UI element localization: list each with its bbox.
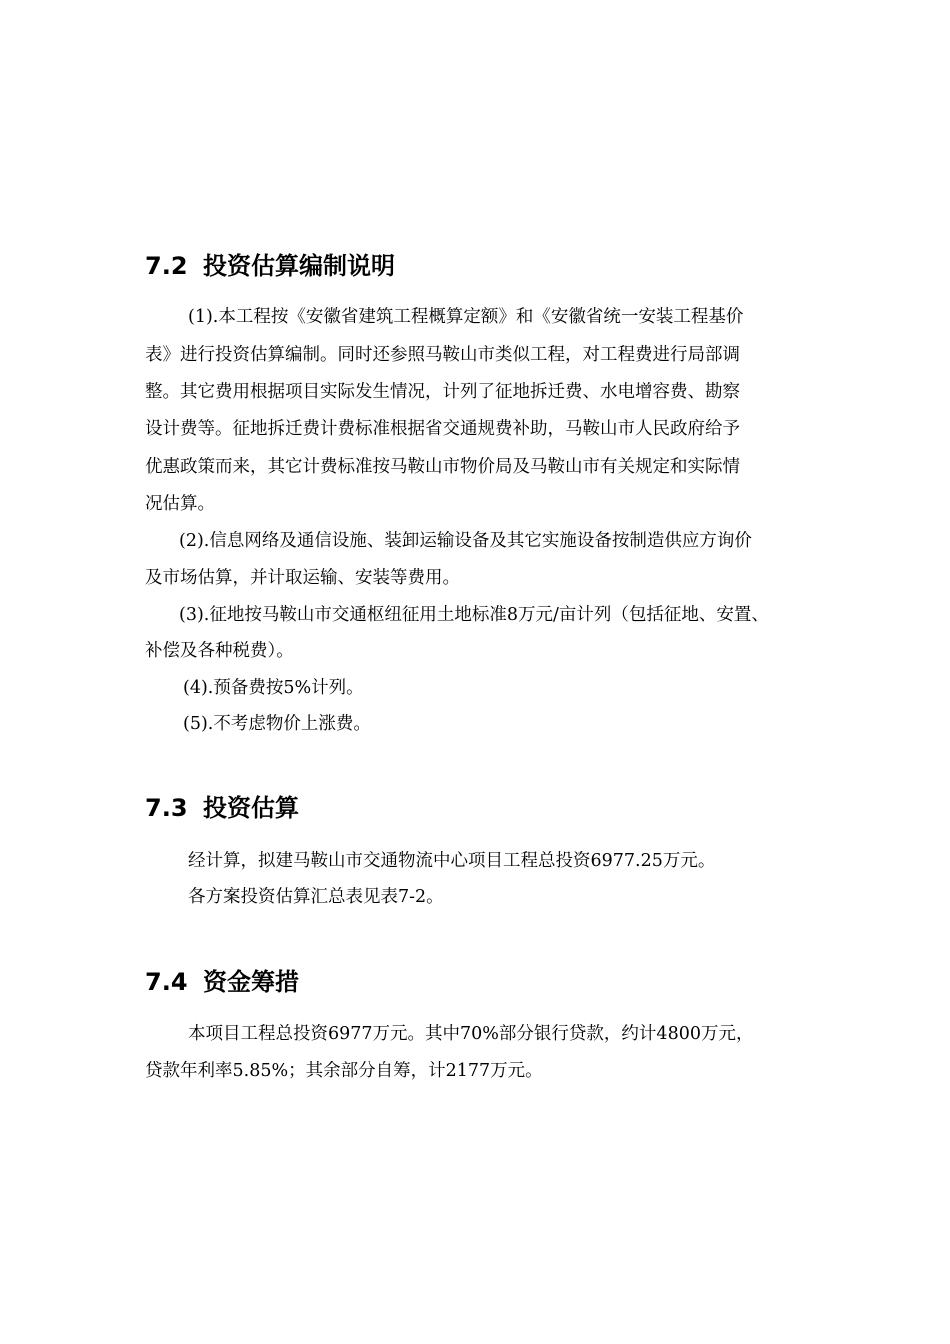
paragraph-line: 各方案投资估算汇总表见表7-2。 [188, 887, 444, 907]
section-title: 投资估算编制说明 [203, 252, 395, 280]
paragraph-line: (5).不考虑物价上涨费。 [183, 714, 371, 734]
paragraph-line: 及市场估算，并计取运输、安装等费用。 [145, 568, 460, 588]
paragraph-line: 整。其它费用根据项目实际发生情况，计列了征地拆迁费、水电增容费、勘察 [145, 382, 740, 402]
paragraph-line: 况估算。 [145, 494, 215, 514]
section-title: 资金筹措 [203, 968, 299, 996]
section-title: 投资估算 [203, 794, 299, 822]
paragraph-line: 设计费等。征地拆迁费计费标准根据省交通规费补助，马鞍山市人民政府给予 [145, 419, 740, 439]
section-heading-7-4 [145, 967, 299, 997]
paragraph-line: 优惠政策而来，其它计费标准按马鞍山市物价局及马鞍山市有关规定和实际情 [145, 457, 740, 477]
paragraph-line: (1).本工程按《安徽省建筑工程概算定额》和《安徽省统一安装工程基价 [188, 307, 744, 327]
paragraph-line: 经计算，拟建马鞍山市交通物流中心项目工程总投资6977.25万元。 [188, 851, 716, 871]
paragraph-line: (2).信息网络及通信设施、装卸运输设备及其它实施设备按制造供应方询价 [179, 531, 752, 551]
paragraph-line: (4).预备费按5%计列。 [183, 678, 364, 698]
paragraph-line: 表》进行投资估算编制。同时还参照马鞍山市类似工程，对工程费进行局部调 [145, 345, 740, 365]
section-heading-7-3 [145, 793, 299, 823]
section-number: 7.3 [145, 794, 188, 822]
paragraph-line: 补偿及各种税费）。 [145, 641, 294, 661]
paragraph-line: 本项目工程总投资6977万元。其中70%部分银行贷款，约计4800万元， [188, 1024, 754, 1044]
paragraph-line: (3).征地按马鞍山市交通枢纽征用土地标准8万元/亩计列（包括征地、安置、 [179, 605, 769, 625]
section-number: 7.2 [145, 252, 188, 280]
section-number: 7.4 [145, 968, 188, 996]
section-heading-7-2 [145, 251, 395, 281]
paragraph-line: 贷款年利率5.85%；其余部分自筹，计2177万元。 [145, 1061, 543, 1081]
